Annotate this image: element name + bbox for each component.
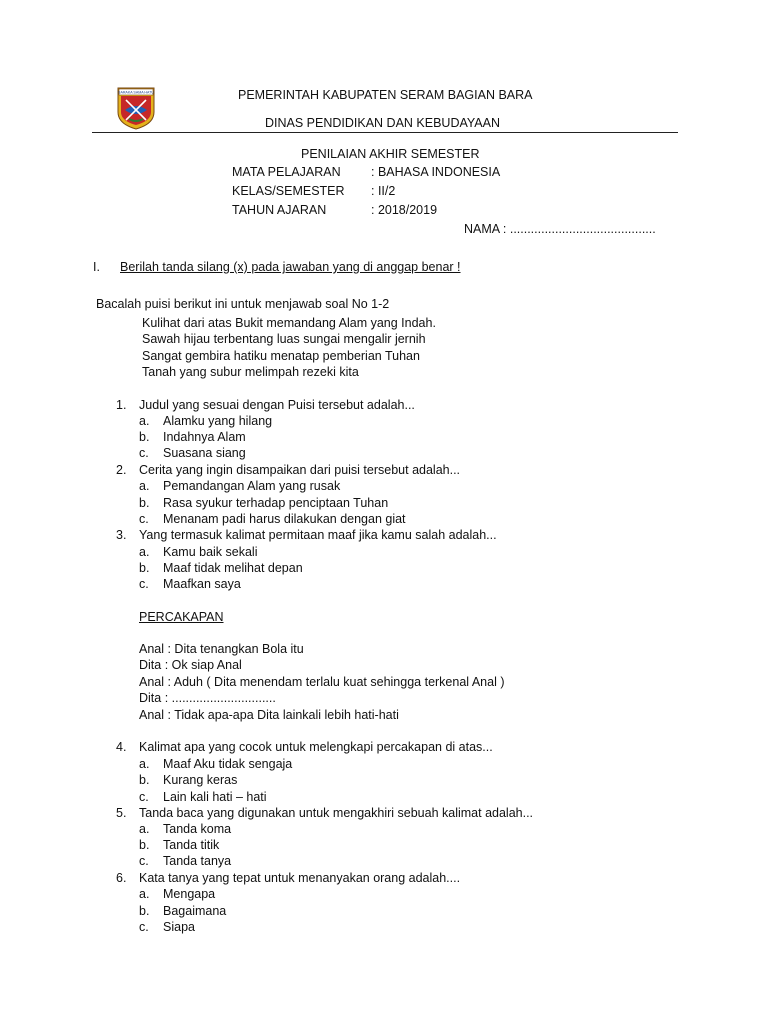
question-number: 1. <box>116 398 127 412</box>
poem-line: Kulihat dari atas Bukit memandang Alam yang Indah. <box>142 316 436 330</box>
exam-title: PENILAIAN AKHIR SEMESTER <box>301 147 480 161</box>
option-text[interactable]: Rasa syukur terhadap penciptaan Tuhan <box>163 496 389 510</box>
option-letter[interactable]: a. <box>139 887 150 901</box>
option-letter[interactable]: c. <box>139 854 149 868</box>
conversation-line: Anal : Dita tenangkan Bola itu <box>139 642 304 656</box>
option-text[interactable]: Bagaimana <box>163 904 227 918</box>
question-text: Kata tanya yang tepat untuk menanyakan orang adalah.... <box>139 871 461 885</box>
option-letter[interactable]: c. <box>139 446 149 460</box>
student-name-field[interactable]: NAMA : .......................................... <box>464 222 656 236</box>
section-instruction: Berilah tanda silang (x) pada jawaban yang di anggap benar ! <box>120 260 461 274</box>
option-letter[interactable]: b. <box>139 496 150 510</box>
question-text: Kalimat apa yang cocok untuk melengkapi percakapan di atas... <box>139 740 493 754</box>
question-number: 3. <box>116 528 127 542</box>
option-text[interactable]: Menanam padi harus dilakukan dengan giat <box>163 512 406 526</box>
option-letter[interactable]: b. <box>139 904 150 918</box>
conversation-heading: PERCAKAPAN <box>139 610 224 624</box>
option-text[interactable]: Lain kali hati – hati <box>163 790 267 804</box>
header-subtitle: DINAS PENDIDIKAN DAN KEBUDAYAAN <box>265 116 501 130</box>
option-letter[interactable]: c. <box>139 920 149 934</box>
option-letter[interactable]: a. <box>139 414 150 428</box>
option-text[interactable]: Tanda titik <box>163 838 220 852</box>
option-letter[interactable]: c. <box>139 512 149 526</box>
exam-label-year: TAHUN AJARAN <box>232 203 327 217</box>
regency-emblem-logo <box>116 86 156 130</box>
option-text[interactable]: Mengapa <box>163 887 216 901</box>
option-text[interactable]: Kamu baik sekali <box>163 545 258 559</box>
option-text[interactable]: Maafkan saya <box>163 577 241 591</box>
option-letter[interactable]: b. <box>139 561 150 575</box>
question-text: Yang termasuk kalimat permitaan maaf jika kamu salah adalah... <box>139 528 497 542</box>
conversation-line: Dita : Ok siap Anal <box>139 658 242 672</box>
question-number: 5. <box>116 806 127 820</box>
exam-value-subject: : BAHASA INDONESIA <box>371 165 501 179</box>
poem-line: Sangat gembira hatiku menatap pemberian Tuhan <box>142 349 420 363</box>
svg-text:SARAKA SAMA HATU: SARAKA SAMA HATU <box>118 90 154 95</box>
option-letter[interactable]: a. <box>139 479 150 493</box>
option-letter[interactable]: b. <box>139 430 150 444</box>
conversation-line: Anal : Tidak apa-apa Dita lainkali lebih hati-hati <box>139 708 399 722</box>
question-text: Judul yang sesuai dengan Puisi tersebut adalah... <box>139 398 415 412</box>
poem-intro: Bacalah puisi berikut ini untuk menjawab soal No 1-2 <box>96 297 390 311</box>
option-text[interactable]: Indahnya Alam <box>163 430 246 444</box>
question-number: 6. <box>116 871 127 885</box>
question-number: 4. <box>116 740 127 754</box>
option-letter[interactable]: a. <box>139 822 150 836</box>
exam-label-subject: MATA PELAJARAN <box>232 165 341 179</box>
option-letter[interactable]: a. <box>139 545 150 559</box>
option-letter[interactable]: c. <box>139 577 149 591</box>
option-text[interactable]: Pemandangan Alam yang rusak <box>163 479 341 493</box>
option-letter[interactable]: a. <box>139 757 150 771</box>
exam-value-year: : 2018/2019 <box>371 203 438 217</box>
question-number: 2. <box>116 463 127 477</box>
option-text[interactable]: Suasana siang <box>163 446 246 460</box>
option-text[interactable]: Tanda koma <box>163 822 232 836</box>
option-text[interactable]: Siapa <box>163 920 195 934</box>
option-text[interactable]: Tanda tanya <box>163 854 232 868</box>
exam-label-class: KELAS/SEMESTER <box>232 184 345 198</box>
header-divider <box>92 132 678 133</box>
question-text: Cerita yang ingin disampaikan dari puisi tersebut adalah... <box>139 463 461 477</box>
conversation-line: Anal : Aduh ( Dita menendam terlalu kuat sehingga terkenal Anal ) <box>139 675 505 689</box>
poem-line: Sawah hijau terbentang luas sungai mengalir jernih <box>142 332 426 346</box>
poem-line: Tanah yang subur melimpah rezeki kita <box>142 365 359 379</box>
option-letter[interactable]: c. <box>139 790 149 804</box>
option-text[interactable]: Kurang keras <box>163 773 238 787</box>
conversation-line: Dita : .............................. <box>139 691 276 705</box>
option-letter[interactable]: b. <box>139 838 150 852</box>
option-text[interactable]: Maaf tidak melihat depan <box>163 561 303 575</box>
section-number: I. <box>93 260 100 274</box>
question-text: Tanda baca yang digunakan untuk mengakhiri sebuah kalimat adalah... <box>139 806 534 820</box>
option-letter[interactable]: b. <box>139 773 150 787</box>
header-title: PEMERINTAH KABUPATEN SERAM BAGIAN BARA <box>238 88 533 102</box>
exam-value-class: : II/2 <box>371 184 396 198</box>
option-text[interactable]: Alamku yang hilang <box>163 414 273 428</box>
option-text[interactable]: Maaf Aku tidak sengaja <box>163 757 293 771</box>
